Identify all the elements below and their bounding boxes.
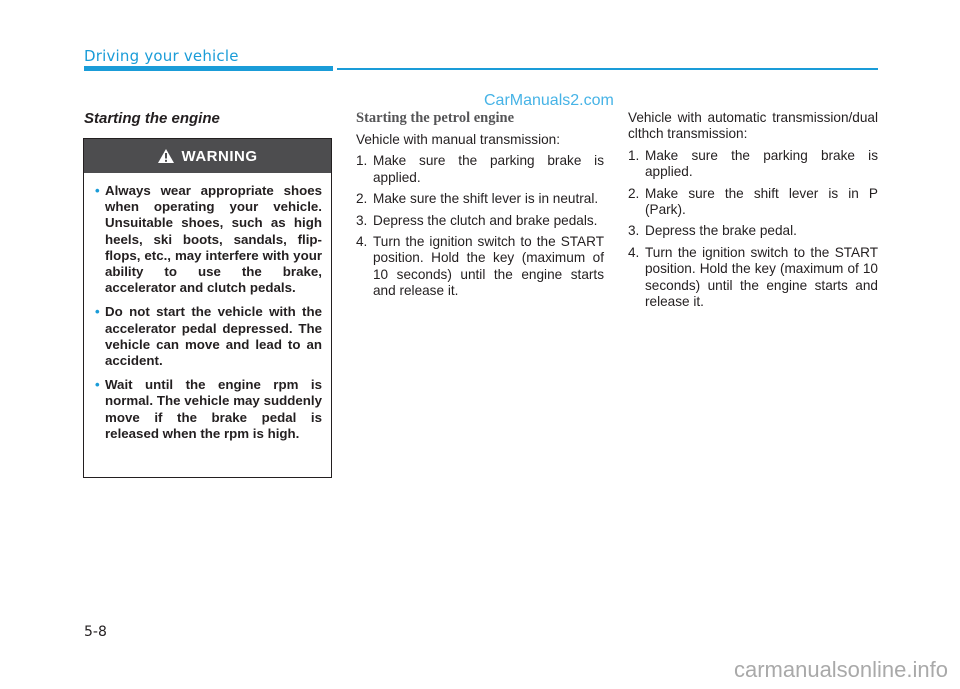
step-item bbox=[356, 191, 604, 207]
warning-label: WARNING bbox=[181, 147, 258, 165]
warning-item-text: Wait until the engine rpm is normal. The vehicle may suddenly move if the brake pedal is released when the rpm is high. bbox=[105, 377, 322, 441]
auto-steps bbox=[628, 148, 878, 311]
step-item bbox=[628, 245, 878, 311]
step-text: Make sure the parking brake is applied. bbox=[645, 147, 878, 180]
step-number: 3. bbox=[628, 223, 640, 239]
column-automatic-transmission bbox=[628, 110, 878, 315]
warning-list bbox=[84, 173, 331, 442]
bullet-icon: • bbox=[95, 183, 100, 198]
step-number: 3. bbox=[356, 212, 368, 228]
step-item bbox=[628, 186, 878, 219]
step-text: Make sure the parking brake is applied. bbox=[373, 153, 604, 185]
header-rule-thick bbox=[84, 66, 333, 71]
step-number: 2. bbox=[356, 191, 368, 207]
bullet-icon: • bbox=[95, 377, 100, 393]
header-rule-thin bbox=[337, 68, 878, 70]
bullet-icon: • bbox=[95, 304, 100, 320]
warning-item bbox=[95, 377, 322, 442]
step-item bbox=[356, 213, 604, 229]
warning-item-text: Always wear appropriate shoes when operating your vehicle. Unsuitable shoes, such as high heels, ski boots, sandals, flip-flops, etc., may interfere with your ability to use the brake, accelerator and clutch pedals. bbox=[105, 183, 322, 296]
petrol-engine-heading: Starting the petrol engine bbox=[356, 110, 515, 126]
section-title: Driving your vehicle bbox=[84, 47, 239, 65]
watermark-bottom: carmanualsonline.info bbox=[733, 657, 948, 682]
warning-triangle-icon bbox=[158, 149, 174, 163]
step-item bbox=[356, 234, 604, 300]
warning-header bbox=[84, 139, 331, 173]
warning-item bbox=[95, 183, 322, 296]
step-text: Make sure the shift lever is in neutral. bbox=[373, 191, 599, 207]
step-item bbox=[628, 223, 878, 239]
step-number: 4. bbox=[356, 234, 368, 250]
step-text: Depress the brake pedal. bbox=[645, 223, 797, 239]
step-text: Depress the clutch and brake pedals. bbox=[373, 212, 598, 228]
step-number: 1. bbox=[628, 147, 640, 163]
step-number: 2. bbox=[628, 185, 640, 201]
auto-intro: Vehicle with automatic transmission/dual clthch transmission: bbox=[628, 110, 878, 142]
step-text: Turn the ignition switch to the START position. Hold the key (maximum of 10 seconds) until the engine starts and release it. bbox=[645, 244, 878, 310]
step-item bbox=[356, 153, 604, 186]
warning-item-text: Do not start the vehicle with the accelerator pedal depressed. The vehicle can move and lead to an accident. bbox=[105, 304, 322, 369]
step-number: 4. bbox=[628, 244, 640, 260]
column-manual-transmission bbox=[356, 110, 604, 305]
page-number: 5-8 bbox=[84, 624, 107, 640]
warning-box bbox=[83, 138, 332, 478]
subsection-title: Starting the engine bbox=[84, 110, 220, 127]
manual-intro: Vehicle with manual transmission: bbox=[356, 132, 560, 147]
warning-item bbox=[95, 304, 322, 369]
step-number: 1. bbox=[356, 153, 368, 169]
step-item bbox=[628, 148, 878, 181]
step-text: Turn the ignition switch to the START position. Hold the key (maximum of 10 seconds) until the engine starts and release it. bbox=[373, 234, 604, 299]
manual-steps bbox=[356, 153, 604, 299]
step-text: Make sure the shift lever is in P (Park). bbox=[645, 185, 878, 218]
watermark-top: CarManuals2.com bbox=[484, 92, 614, 109]
